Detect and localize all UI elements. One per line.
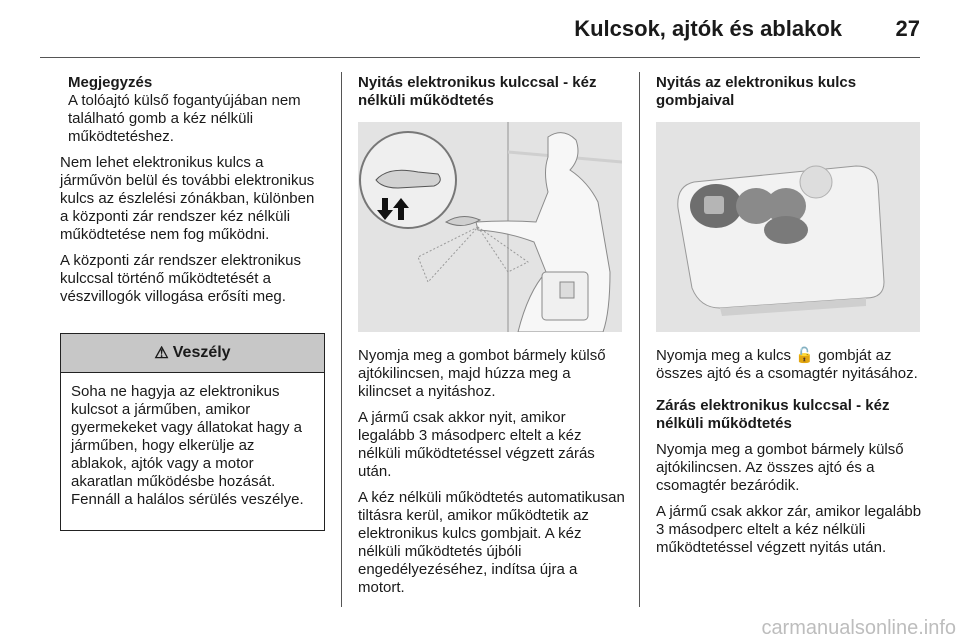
paragraph: A jármű csak akkor zár, amikor legalább 3 másodperc eltelt a kéz nélküli működtetéssel végzett nyitás után. [656, 503, 922, 556]
section-heading: Nyitás az elektronikus kulcs gombjaival [656, 74, 857, 109]
header-rule [40, 57, 920, 58]
note-text: A tolóajtó külső fogantyújában nem található gomb a kéz nélküli működtetéshez. [68, 92, 301, 145]
column-3 [656, 74, 924, 118]
paragraph [656, 347, 924, 383]
paragraph: A központi zár rendszer elektronikus kulccsal történő működtetését a vészvillogók villogása erősíti meg. [60, 252, 301, 305]
paragraph-text: gombját az összes ajtó és a csomagtér nyitásához. [656, 347, 918, 382]
column-3-body [656, 347, 924, 565]
section-heading: Zárás elektronikus kulccsal - kéz nélküli működtetés [656, 397, 890, 432]
paragraph: Nyomja meg a gombot bármely külső ajtókilincsen. Az összes ajtó és a csomagtér bezáródik. [656, 441, 904, 494]
unlock-icon: 🔓 [795, 347, 814, 364]
note-block [68, 74, 325, 146]
column-2 [358, 74, 626, 118]
page-header-title: Kulcsok, ajtók és ablakok [574, 16, 842, 41]
paragraph: A jármű csak akkor nyit, amikor legalább 3 másodperc eltelt a kéz nélküli működtetéssel végzett zárás után. [358, 409, 595, 480]
warning-title: Veszély [172, 344, 231, 361]
column-2-body [358, 347, 626, 605]
note-heading: Megjegyzés [68, 74, 153, 91]
section-heading: Nyitás elektronikus kulccsal - kéz nélküli működtetés [358, 74, 597, 109]
handsfree-unlock-illustration [358, 122, 622, 332]
handsfree-illustration-svg [358, 122, 622, 332]
key-card-svg [656, 122, 920, 332]
warning-text: Soha ne hagyja az elektronikus kulcsot a járműben, amikor gyermekeket vagy állatokat hagy a járműben, hogy elkerülje az ablakok, ajtók vagy a motor akaratlan működésbe hozását. Fennáll a halálos sérülés veszélye. [71, 383, 304, 508]
paragraph: Nyomja meg a gombot bármely külső ajtókilincsen, majd húzza meg a kilincset a nyitáshoz. [358, 347, 606, 400]
column-divider [639, 72, 640, 607]
paragraph-text: Nyomja meg a kulcs [656, 347, 796, 364]
warning-header [61, 334, 324, 373]
column-1 [60, 74, 325, 314]
watermark: carmanualsonline.info [761, 617, 956, 639]
electronic-key-illustration [656, 122, 920, 332]
warning-triangle-icon: ⚠ [154, 345, 169, 362]
paragraph: Nem lehet elektronikus kulcs a járművön belül és további elektronikus kulcs az észlelési zónákban, különben a központi zár rendszer kéz nélküli működtetése nem fog működni. [60, 154, 315, 243]
paragraph: A kéz nélküli működtetés automatikusan tiltásra kerül, amikor működtetik az elektronikus kulcs gombjait. A kéz nélküli működtetés újbóli engedélyezéséhez, indítsa újra a motort. [358, 489, 625, 596]
page-number: 27 [895, 16, 920, 41]
warning-box [60, 333, 325, 531]
column-divider [341, 72, 342, 607]
